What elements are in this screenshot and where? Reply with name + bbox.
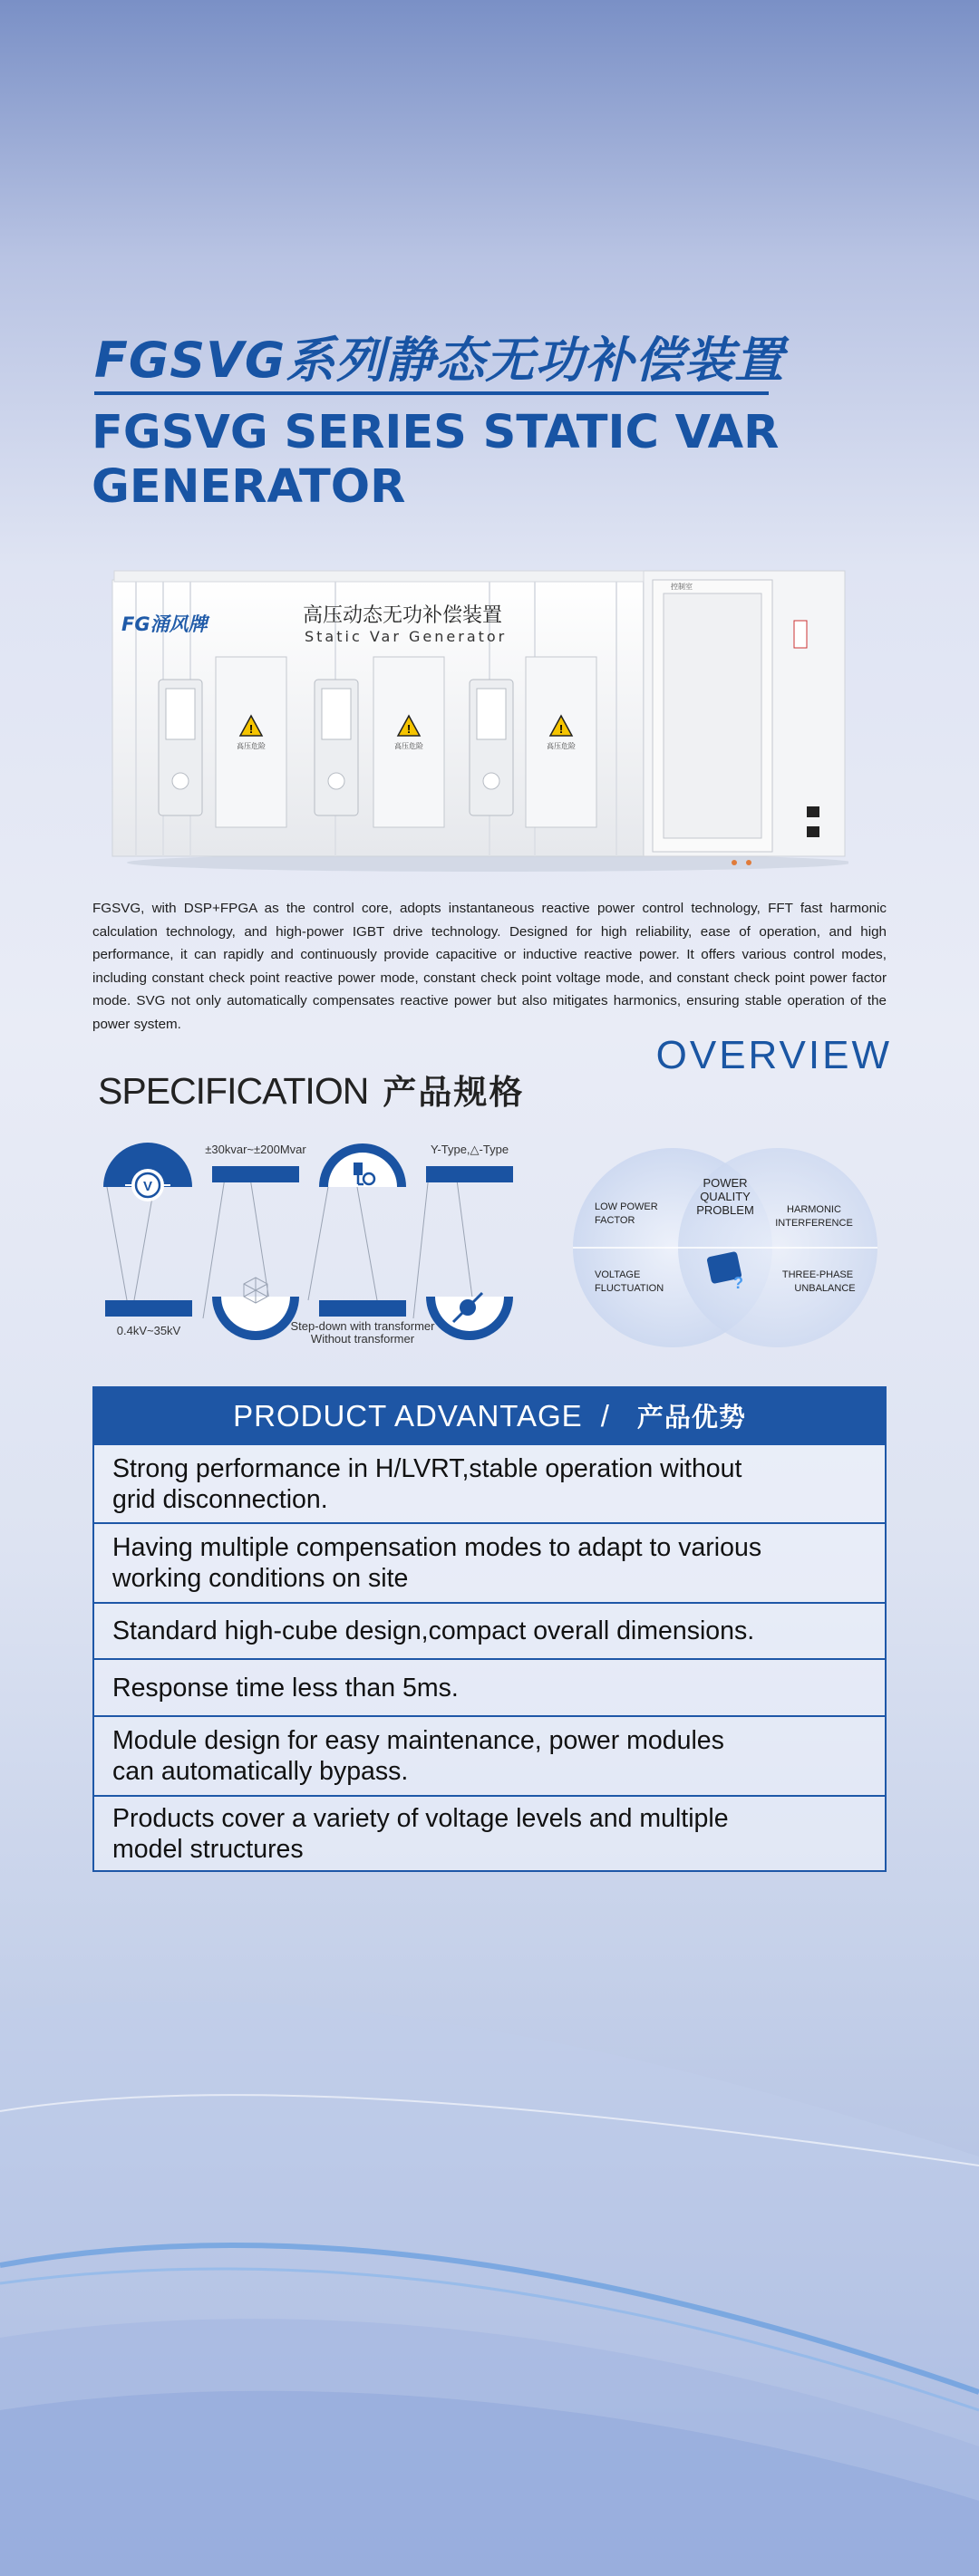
panel-title-cn: 高压动态无功补偿装置 bbox=[303, 604, 503, 627]
advantage-row bbox=[94, 1795, 885, 1870]
spec-bar-transformer bbox=[319, 1300, 406, 1317]
advantage-text: Standard high-cube design,compact overall dimensions. bbox=[112, 1616, 755, 1645]
svg-text:!: ! bbox=[558, 722, 564, 736]
transformer-icon bbox=[319, 1143, 406, 1187]
venn-br-2: UNBALANCE bbox=[794, 1283, 856, 1294]
svg-text:!: ! bbox=[248, 722, 254, 736]
voltmeter-icon bbox=[103, 1143, 192, 1201]
specification-title-cn: 产品规格 bbox=[383, 1073, 525, 1112]
control-room-sign: 控制室 bbox=[671, 583, 693, 591]
warning-label-3: 高压危险 bbox=[547, 742, 576, 750]
overview-title: OVERVIEW bbox=[655, 1033, 892, 1077]
advantage-text: Products cover a variety of voltage levels and multiple bbox=[112, 1803, 729, 1833]
warning-label-2: 高压危险 bbox=[394, 742, 423, 750]
spec-label-connection: Y-Type,△-Type bbox=[430, 1143, 509, 1156]
title-chinese: FGSVG系列静态无功补偿装置 bbox=[94, 332, 785, 389]
advantage-text: model structures bbox=[112, 1834, 304, 1864]
advantage-row bbox=[94, 1522, 885, 1602]
spec-bar-capacity bbox=[212, 1166, 299, 1182]
advantage-text: Response time less than 5ms. bbox=[112, 1673, 459, 1703]
venn-tl-1: LOW POWER bbox=[595, 1201, 658, 1212]
svg-text:?: ? bbox=[733, 1274, 743, 1292]
advantage-row bbox=[94, 1715, 885, 1795]
advantage-text: Module design for easy maintenance, power modules bbox=[112, 1726, 724, 1755]
spec-label-transformer-2: Without transformer bbox=[310, 1332, 415, 1346]
specification-title bbox=[98, 1065, 569, 1114]
decorative-waves bbox=[0, 1975, 979, 2576]
advantage-title-en: PRODUCT ADVANTAGE bbox=[233, 1398, 583, 1433]
brand-logo: FG涌风牌 bbox=[121, 613, 208, 635]
advantage-text: Strong performance in H/LVRT,stable operation without bbox=[112, 1453, 742, 1483]
venn-bl-1: VOLTAGE bbox=[595, 1269, 641, 1280]
spec-bar-connection bbox=[426, 1166, 513, 1182]
advantage-text: grid disconnection. bbox=[112, 1484, 328, 1514]
advantage-separator: / bbox=[600, 1398, 610, 1433]
venn-tr-1: HARMONIC bbox=[787, 1204, 841, 1215]
advantage-text: Having multiple compensation modes to adapt to various bbox=[112, 1533, 762, 1562]
spec-label-capacity: ±30kvar~±200Mvar bbox=[205, 1143, 306, 1156]
warning-label-1: 高压危险 bbox=[237, 742, 266, 750]
svg-text:!: ! bbox=[406, 722, 412, 736]
venn-center-2: QUALITY bbox=[700, 1190, 751, 1203]
advantage-text: can automatically bypass. bbox=[112, 1757, 409, 1786]
advantage-row bbox=[94, 1602, 885, 1658]
venn-center-1: POWER bbox=[703, 1176, 748, 1190]
spec-label-voltage: 0.4kV~35kV bbox=[116, 1324, 181, 1337]
advantage-row bbox=[94, 1658, 885, 1715]
svg-text:V: V bbox=[142, 1179, 153, 1194]
product-container-illustration bbox=[109, 544, 848, 879]
venn-tr-2: INTERFERENCE bbox=[775, 1218, 853, 1229]
power-quality-venn bbox=[566, 1143, 885, 1352]
advantage-header bbox=[94, 1388, 885, 1443]
advantage-title-cn: 产品优势 bbox=[636, 1402, 746, 1433]
capacity-icon bbox=[212, 1278, 299, 1340]
advantage-row bbox=[94, 1443, 885, 1522]
spec-bar-voltage bbox=[105, 1300, 192, 1317]
specification-diagram bbox=[94, 1137, 529, 1355]
advantage-text: working conditions on site bbox=[112, 1564, 409, 1593]
panel-title-en: Static Var Generator bbox=[305, 628, 508, 645]
product-advantage-table bbox=[92, 1386, 887, 1872]
venn-br-1: THREE-PHASE bbox=[781, 1269, 854, 1280]
venn-tl-2: FACTOR bbox=[595, 1215, 635, 1226]
specification-title-en: SPECIFICATION bbox=[98, 1070, 369, 1112]
connection-icon bbox=[426, 1293, 513, 1340]
venn-center-3: PROBLEM bbox=[696, 1203, 754, 1217]
title-divider bbox=[94, 391, 769, 395]
title-english: FGSVG SERIES STATIC VAR GENERATOR bbox=[92, 406, 780, 514]
venn-bl-2: FLUCTUATION bbox=[595, 1283, 664, 1294]
product-description: FGSVG, with DSP+FPGA as the control core, adopts instantaneous reactive power control technology, FFT fast harmonic calculation technology, and high-power IGBT drive technology. Designed for high reliability, ease of operation, and high performance, it can rapidly and continuously provide capacitive or inductive reactive power. It offers various control modes, including constant check point reactive power mode, constant check point voltage mode, and constant check point power factor mode. SVG not only automatically compensates reactive power but also mitigates harmonics, ensuring stable operation of the power system. bbox=[92, 901, 887, 1032]
spec-label-transformer-1: Step-down with transformer bbox=[290, 1319, 435, 1333]
